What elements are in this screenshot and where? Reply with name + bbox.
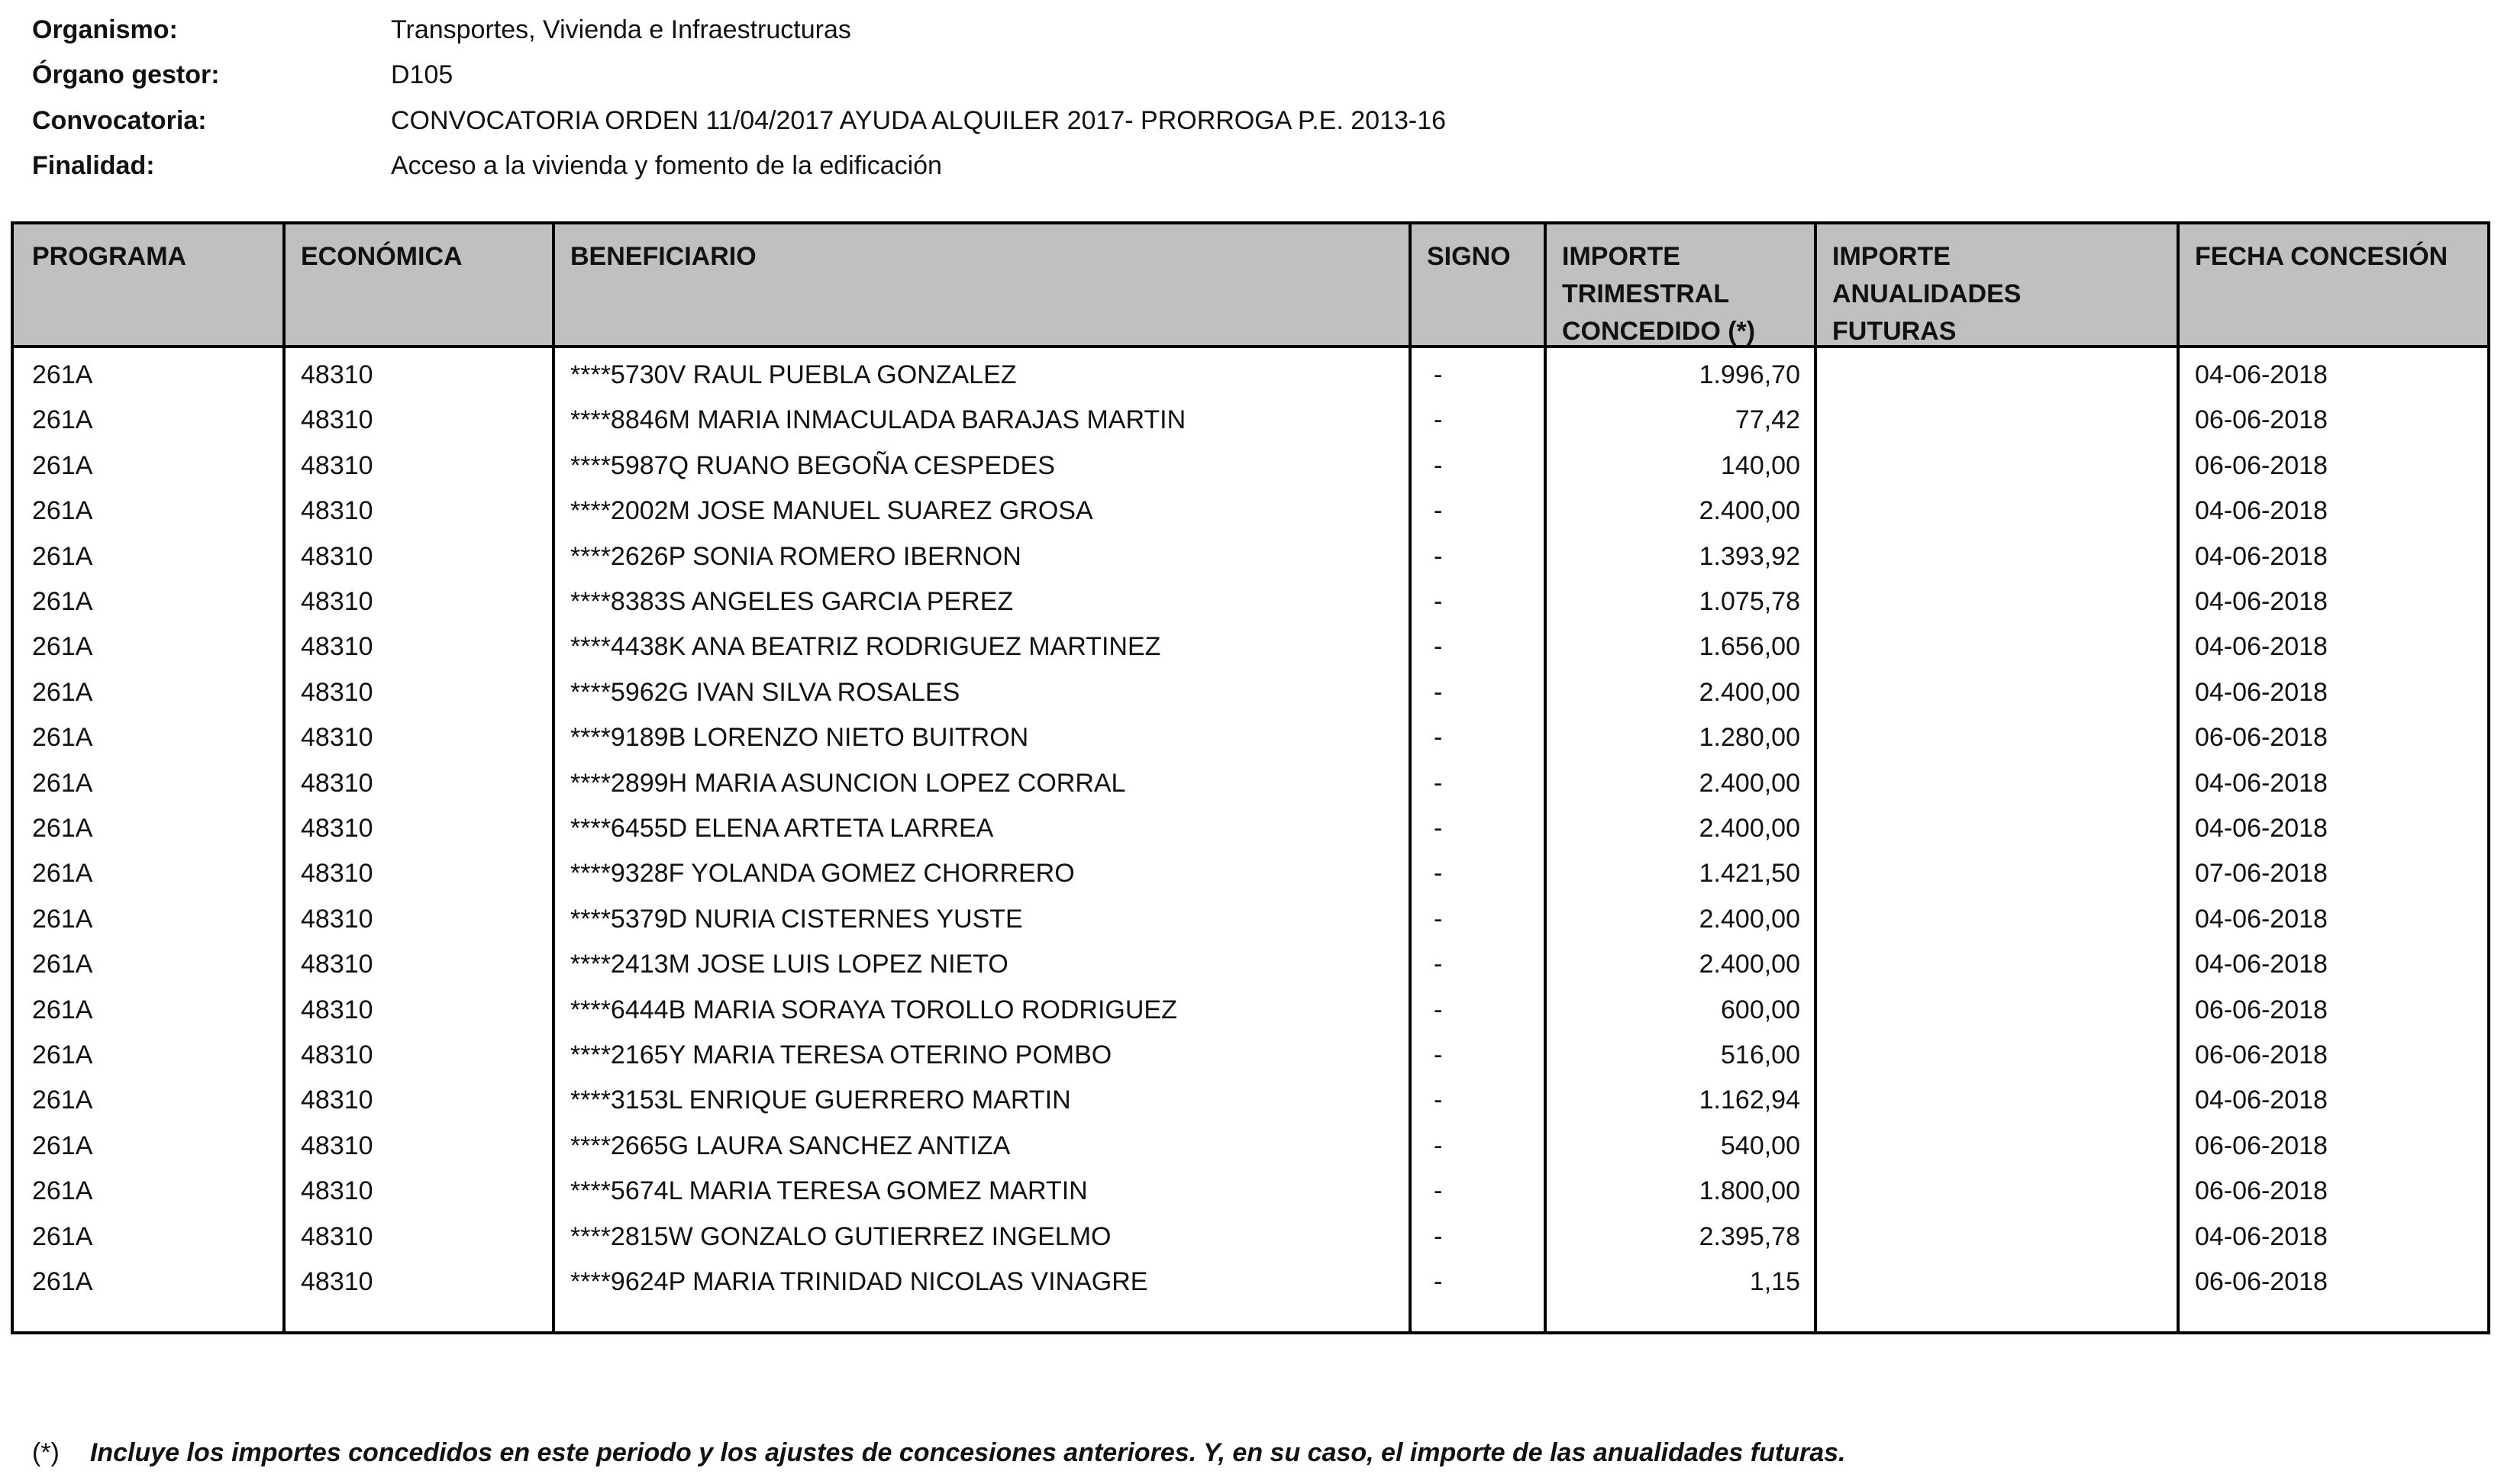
cell-beneficiario: ****2665G LAURA SANCHEZ ANTIZA xyxy=(570,1131,1011,1160)
cell-importe: 2.395,78 xyxy=(1699,1221,1800,1251)
cell-beneficiario: ****9328F YOLANDA GOMEZ CHORRERO xyxy=(570,859,1075,889)
cell-signo: - xyxy=(1434,950,1443,979)
cell-programa: 261A xyxy=(32,405,93,435)
cell-programa: 261A xyxy=(32,1267,93,1296)
cell-importe: 77,42 xyxy=(1735,405,1800,435)
meta-label: Organismo: xyxy=(32,15,178,44)
cell-programa: 261A xyxy=(32,677,93,707)
column-divider xyxy=(1814,224,1817,1331)
cell-programa: 261A xyxy=(32,1086,93,1115)
cell-programa: 261A xyxy=(32,360,93,389)
cell-signo: - xyxy=(1434,1040,1443,1069)
column-divider xyxy=(282,224,286,1331)
cell-importe: 2.400,00 xyxy=(1699,904,1800,934)
cell-programa: 261A xyxy=(32,904,93,934)
cell-importe: 1.280,00 xyxy=(1699,723,1800,753)
cell-programa: 261A xyxy=(32,541,93,571)
cell-economica: 48310 xyxy=(301,723,373,753)
header-beneficiario: BENEFICIARIO xyxy=(570,242,757,271)
cell-beneficiario: ****3153L ENRIQUE GUERRERO MARTIN xyxy=(570,1086,1071,1115)
cell-economica: 48310 xyxy=(301,587,373,616)
cell-signo: - xyxy=(1434,632,1443,662)
cell-signo: - xyxy=(1434,1176,1443,1206)
header-line: IMPORTE xyxy=(1832,242,1951,271)
cell-signo: - xyxy=(1434,587,1443,616)
cell-importe: 2.400,00 xyxy=(1699,814,1800,843)
cell-fecha: 06-06-2018 xyxy=(2195,1176,2328,1206)
cell-programa: 261A xyxy=(32,1221,93,1251)
cell-programa: 261A xyxy=(32,995,93,1024)
header-importe-trimestral xyxy=(1562,238,1755,350)
meta-label: Convocatoria: xyxy=(32,106,207,135)
cell-fecha: 04-06-2018 xyxy=(2195,1221,2328,1251)
cell-importe: 1.421,50 xyxy=(1699,859,1800,889)
cell-economica: 48310 xyxy=(301,950,373,979)
cell-fecha: 07-06-2018 xyxy=(2195,859,2328,889)
cell-beneficiario: ****2626P SONIA ROMERO IBERNON xyxy=(570,541,1021,571)
cell-importe: 1.996,70 xyxy=(1699,360,1800,389)
cell-beneficiario: ****6444B MARIA SORAYA TOROLLO RODRIGUEZ xyxy=(570,995,1177,1024)
cell-signo: - xyxy=(1434,496,1443,526)
cell-importe: 1.075,78 xyxy=(1699,587,1800,616)
header-line: TRIMESTRAL xyxy=(1562,279,1730,308)
meta-value: Acceso a la vivienda y fomento de la edificación xyxy=(391,151,942,180)
cell-fecha: 06-06-2018 xyxy=(2195,995,2328,1024)
cell-signo: - xyxy=(1434,1086,1443,1115)
cell-beneficiario: ****2413M JOSE LUIS LOPEZ NIETO xyxy=(570,950,1008,979)
cell-programa: 261A xyxy=(32,1040,93,1069)
cell-signo: - xyxy=(1434,768,1443,798)
cell-beneficiario: ****2815W GONZALO GUTIERREZ INGELMO xyxy=(570,1221,1112,1251)
meta-label: Finalidad: xyxy=(32,151,155,180)
cell-fecha: 04-06-2018 xyxy=(2195,1086,2328,1115)
cell-economica: 48310 xyxy=(301,1267,373,1296)
header-line: CONCEDIDO (*) xyxy=(1562,317,1756,346)
cell-economica: 48310 xyxy=(301,1176,373,1206)
cell-economica: 48310 xyxy=(301,995,373,1024)
cell-economica: 48310 xyxy=(301,904,373,934)
cell-importe: 516,00 xyxy=(1721,1040,1800,1069)
cell-signo: - xyxy=(1434,360,1443,389)
cell-economica: 48310 xyxy=(301,405,373,435)
cell-beneficiario: ****8383S ANGELES GARCIA PEREZ xyxy=(570,587,1014,616)
meta-value: D105 xyxy=(391,60,453,89)
cell-beneficiario: ****5730V RAUL PUEBLA GONZALEZ xyxy=(570,360,1017,389)
cell-fecha: 06-06-2018 xyxy=(2195,1267,2328,1296)
cell-economica: 48310 xyxy=(301,859,373,889)
cell-fecha: 04-06-2018 xyxy=(2195,632,2328,662)
cell-programa: 261A xyxy=(32,723,93,753)
cell-economica: 48310 xyxy=(301,814,373,843)
cell-fecha: 04-06-2018 xyxy=(2195,360,2328,389)
cell-beneficiario: ****9624P MARIA TRINIDAD NICOLAS VINAGRE xyxy=(570,1267,1148,1296)
cell-beneficiario: ****8846M MARIA INMACULADA BARAJAS MARTIN xyxy=(570,405,1186,435)
cell-signo: - xyxy=(1434,1221,1443,1251)
cell-economica: 48310 xyxy=(301,541,373,571)
column-divider xyxy=(1409,224,1412,1331)
cell-signo: - xyxy=(1434,723,1443,753)
footnote xyxy=(32,1438,1845,1468)
cell-importe: 1.656,00 xyxy=(1699,632,1800,662)
cell-fecha: 04-06-2018 xyxy=(2195,768,2328,798)
cell-economica: 48310 xyxy=(301,1131,373,1160)
cell-economica: 48310 xyxy=(301,1221,373,1251)
cell-economica: 48310 xyxy=(301,496,373,526)
header-line: FUTURAS xyxy=(1832,317,1957,346)
cell-signo: - xyxy=(1434,677,1443,707)
cell-beneficiario: ****5379D NURIA CISTERNES YUSTE xyxy=(570,904,1023,934)
cell-fecha: 06-06-2018 xyxy=(2195,1131,2328,1160)
cell-importe: 2.400,00 xyxy=(1699,950,1800,979)
cell-economica: 48310 xyxy=(301,768,373,798)
cell-signo: - xyxy=(1434,541,1443,571)
cell-signo: - xyxy=(1434,450,1443,480)
header-line: IMPORTE xyxy=(1562,242,1680,271)
header-signo: SIGNO xyxy=(1427,242,1511,271)
cell-fecha: 04-06-2018 xyxy=(2195,587,2328,616)
cell-economica: 48310 xyxy=(301,450,373,480)
cell-signo: - xyxy=(1434,1131,1443,1160)
cell-beneficiario: ****6455D ELENA ARTETA LARREA xyxy=(570,814,994,843)
cell-fecha: 06-06-2018 xyxy=(2195,450,2328,480)
table-header xyxy=(14,224,2487,348)
meta-value: Transportes, Vivienda e Infraestructuras xyxy=(391,15,851,44)
cell-programa: 261A xyxy=(32,950,93,979)
cell-fecha: 04-06-2018 xyxy=(2195,814,2328,843)
cell-fecha: 06-06-2018 xyxy=(2195,723,2328,753)
column-divider xyxy=(2177,224,2180,1331)
cell-beneficiario: ****2002M JOSE MANUEL SUAREZ GROSA xyxy=(570,496,1093,526)
cell-economica: 48310 xyxy=(301,1086,373,1115)
footnote-mark: (*) xyxy=(32,1438,60,1467)
cell-signo: - xyxy=(1434,405,1443,435)
meta-value: CONVOCATORIA ORDEN 11/04/2017 AYUDA ALQUILER 2017- PRORROGA P.E. 2013-16 xyxy=(391,106,1447,135)
cell-beneficiario: ****5674L MARIA TERESA GOMEZ MARTIN xyxy=(570,1176,1088,1206)
cell-programa: 261A xyxy=(32,1131,93,1160)
cell-signo: - xyxy=(1434,904,1443,934)
cell-beneficiario: ****5962G IVAN SILVA ROSALES xyxy=(570,677,960,707)
cell-importe: 1.800,00 xyxy=(1699,1176,1800,1206)
header-importe-anualidades xyxy=(1832,238,2021,350)
header-programa: PROGRAMA xyxy=(32,242,187,271)
cell-importe: 600,00 xyxy=(1721,995,1800,1024)
cell-fecha: 04-06-2018 xyxy=(2195,496,2328,526)
cell-signo: - xyxy=(1434,995,1443,1024)
cell-fecha: 04-06-2018 xyxy=(2195,541,2328,571)
cell-beneficiario: ****2165Y MARIA TERESA OTERINO POMBO xyxy=(570,1040,1112,1069)
header-economica: ECONÓMICA xyxy=(301,242,463,271)
cell-importe: 2.400,00 xyxy=(1699,768,1800,798)
cell-programa: 261A xyxy=(32,859,93,889)
cell-fecha: 04-06-2018 xyxy=(2195,950,2328,979)
cell-beneficiario: ****9189B LORENZO NIETO BUITRON xyxy=(570,723,1029,753)
cell-economica: 48310 xyxy=(301,677,373,707)
concessions-table xyxy=(11,221,2490,1334)
cell-importe: 1.162,94 xyxy=(1699,1086,1800,1115)
column-divider xyxy=(1544,224,1547,1331)
cell-signo: - xyxy=(1434,814,1443,843)
header-line: ANUALIDADES xyxy=(1832,279,2022,308)
cell-fecha: 04-06-2018 xyxy=(2195,677,2328,707)
cell-programa: 261A xyxy=(32,1176,93,1206)
meta-label: Órgano gestor: xyxy=(32,60,220,89)
cell-importe: 2.400,00 xyxy=(1699,496,1800,526)
cell-fecha: 06-06-2018 xyxy=(2195,405,2328,435)
cell-economica: 48310 xyxy=(301,1040,373,1069)
cell-programa: 261A xyxy=(32,768,93,798)
footnote-text: Incluye los importes concedidos en este periodo y los ajustes de concesiones anteriores. Y, en su caso, el importe de las anualidades futuras. xyxy=(89,1438,1846,1467)
cell-signo: - xyxy=(1434,859,1443,889)
cell-programa: 261A xyxy=(32,450,93,480)
cell-importe: 540,00 xyxy=(1721,1131,1800,1160)
column-divider xyxy=(552,224,555,1331)
cell-programa: 261A xyxy=(32,496,93,526)
cell-programa: 261A xyxy=(32,587,93,616)
cell-signo: - xyxy=(1434,1267,1443,1296)
cell-fecha: 06-06-2018 xyxy=(2195,1040,2328,1069)
cell-fecha: 04-06-2018 xyxy=(2195,904,2328,934)
cell-economica: 48310 xyxy=(301,632,373,662)
cell-beneficiario: ****5987Q RUANO BEGOÑA CESPEDES xyxy=(570,450,1055,480)
cell-programa: 261A xyxy=(32,632,93,662)
cell-beneficiario: ****2899H MARIA ASUNCION LOPEZ CORRAL xyxy=(570,768,1126,798)
cell-programa: 261A xyxy=(32,814,93,843)
cell-importe: 2.400,00 xyxy=(1699,677,1800,707)
header-fecha: FECHA CONCESIÓN xyxy=(2195,242,2448,271)
cell-importe: 1.393,92 xyxy=(1699,541,1800,571)
cell-importe: 1,15 xyxy=(1749,1267,1800,1296)
cell-economica: 48310 xyxy=(301,360,373,389)
cell-beneficiario: ****4438K ANA BEATRIZ RODRIGUEZ MARTINEZ xyxy=(570,632,1161,662)
cell-importe: 140,00 xyxy=(1721,450,1800,480)
